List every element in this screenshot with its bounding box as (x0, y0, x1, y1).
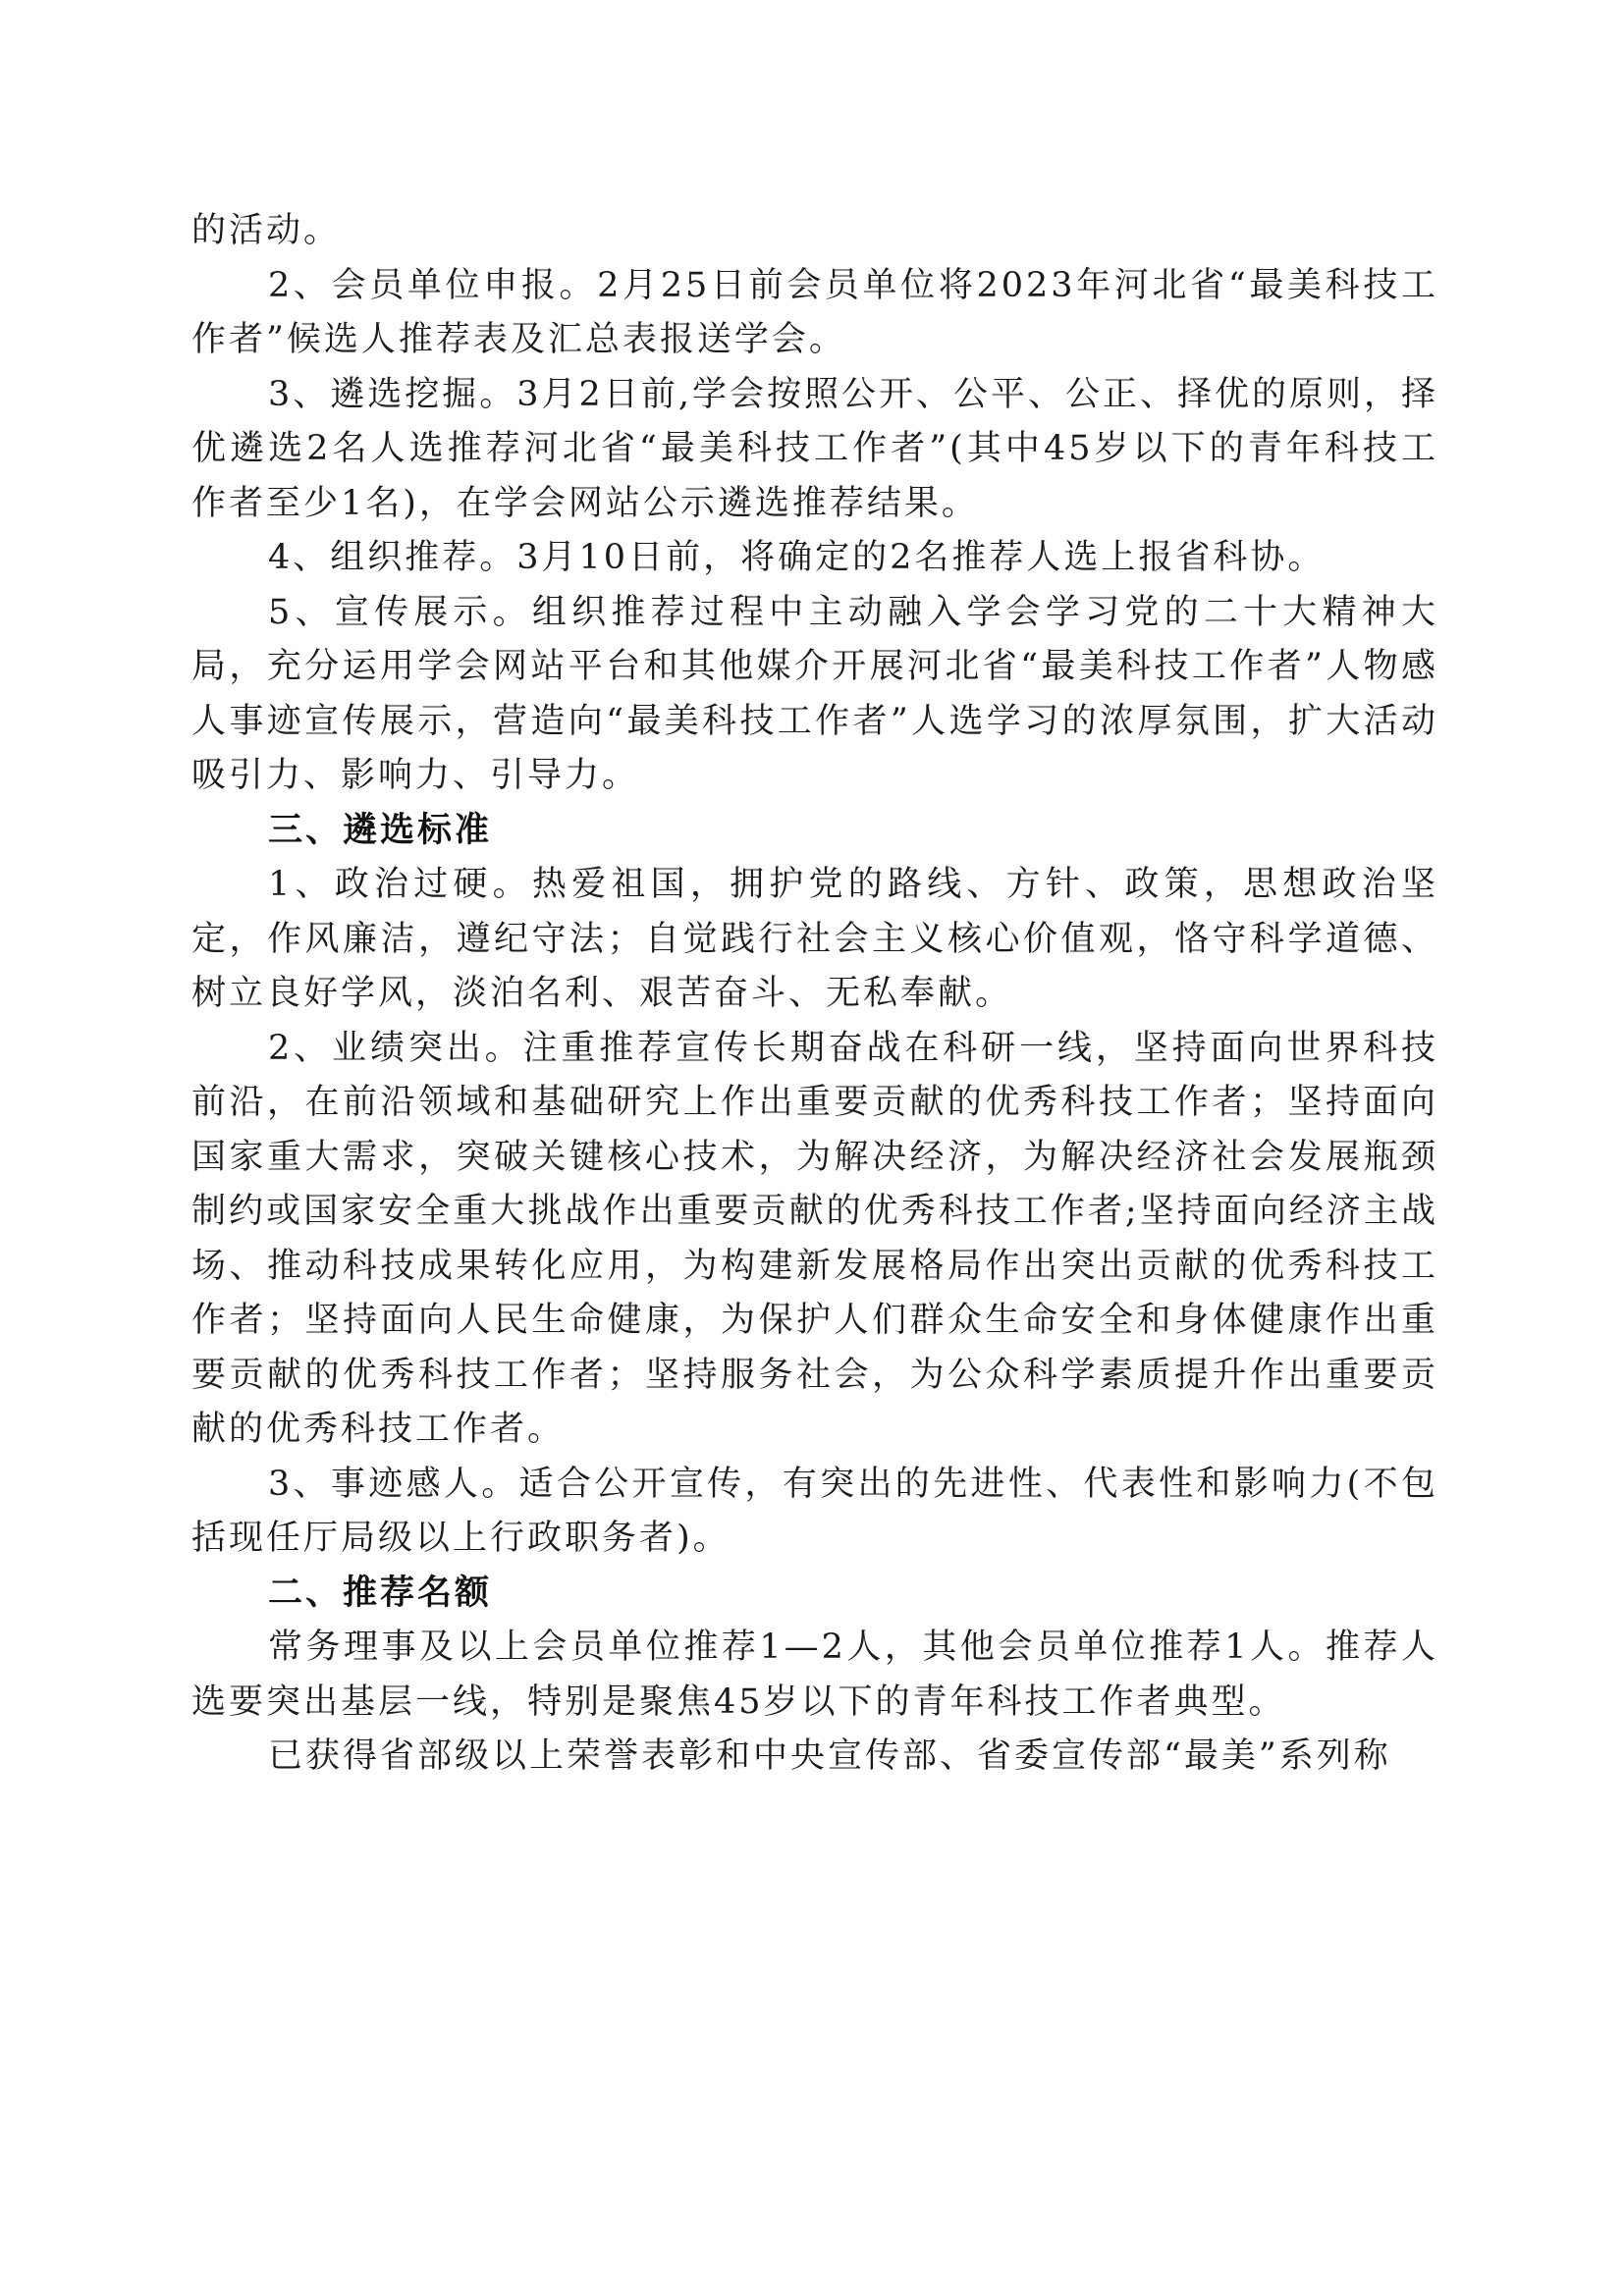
paragraph-member-application: 2、会员单位申报。2月25日前会员单位将2023年河北省“最美科技工作者”候选人推荐表及汇总表报送学会。 (191, 265, 1438, 359)
paragraph-criteria-deeds: 3、事迹感人。适合公开宣传，有突出的先进性、代表性和影响力(不包括现任厅局级以上行政职务者)。 (191, 1464, 1438, 1558)
paragraph-publicity: 5、宣传展示。组织推荐过程中主动融入学会学习党的二十大精神大局，充分运用学会网站平台和其他媒介开展河北省“最美科技工作者”人物感人事迹宣传展示，营造向“最美科技工作者”人选学习的浓厚氛围，扩大活动吸引力、影响力、引导力。 (191, 592, 1438, 795)
paragraph-honors: 已获得省部级以上荣誉表彰和中央宣传部、省委宣传部“最美”系列称 (268, 1736, 1391, 1776)
paragraph-continuation: 的活动。 (191, 211, 342, 250)
section-heading-criteria: 三、遴选标准 (268, 810, 493, 850)
section-heading-quota: 二、推荐名额 (268, 1573, 493, 1613)
paragraph-quota: 常务理事及以上会员单位推荐1—2人，其他会员单位推荐1人。推荐人选要突出基层一线，特别是聚焦45岁以下的青年科技工作者典型。 (191, 1628, 1438, 1722)
document-body (191, 204, 1438, 1785)
paragraph-criteria-political: 1、政治过硬。热爱祖国，拥护党的路线、方针、政策，思想政治坚定，作风廉洁，遵纪守法；自觉践行社会主义核心价值观，恪守科学道德、树立良好学风，淡泊名利、艰苦奋斗、无私奉献。 (191, 865, 1438, 1013)
paragraph-selection: 3、遴选挖掘。3月2日前,学会按照公开、公平、公正、择优的原则，择优遴选2名人选推荐河北省“最美科技工作者”(其中45岁以下的青年科技工作者至少1名)，在学会网站公示遴选推荐结果。 (191, 374, 1438, 523)
paragraph-criteria-performance: 2、业绩突出。注重推荐宣传长期奋战在科研一线，坚持面向世界科技前沿，在前沿领域和基础研究上作出重要贡献的优秀科技工作者；坚持面向国家重大需求，突破关键核心技术，为解决经济，为解决经济社会发展瓶颈制约或国家安全重大挑战作出重要贡献的优秀科技工作者;坚持面向经济主战场、推动科技成果转化应用，为构建新发展格局作出突出贡献的优秀科技工作者；坚持面向人民生命健康，为保护人们群众生命安全和身体健康作出重要贡献的优秀科技工作者；坚持服务社会，为公众科学素质提升作出重要贡献的优秀科技工作者。 (191, 1028, 1438, 1449)
paragraph-recommendation: 4、组织推荐。3月10日前，将确定的2名推荐人选上报省科协。 (268, 538, 1326, 577)
